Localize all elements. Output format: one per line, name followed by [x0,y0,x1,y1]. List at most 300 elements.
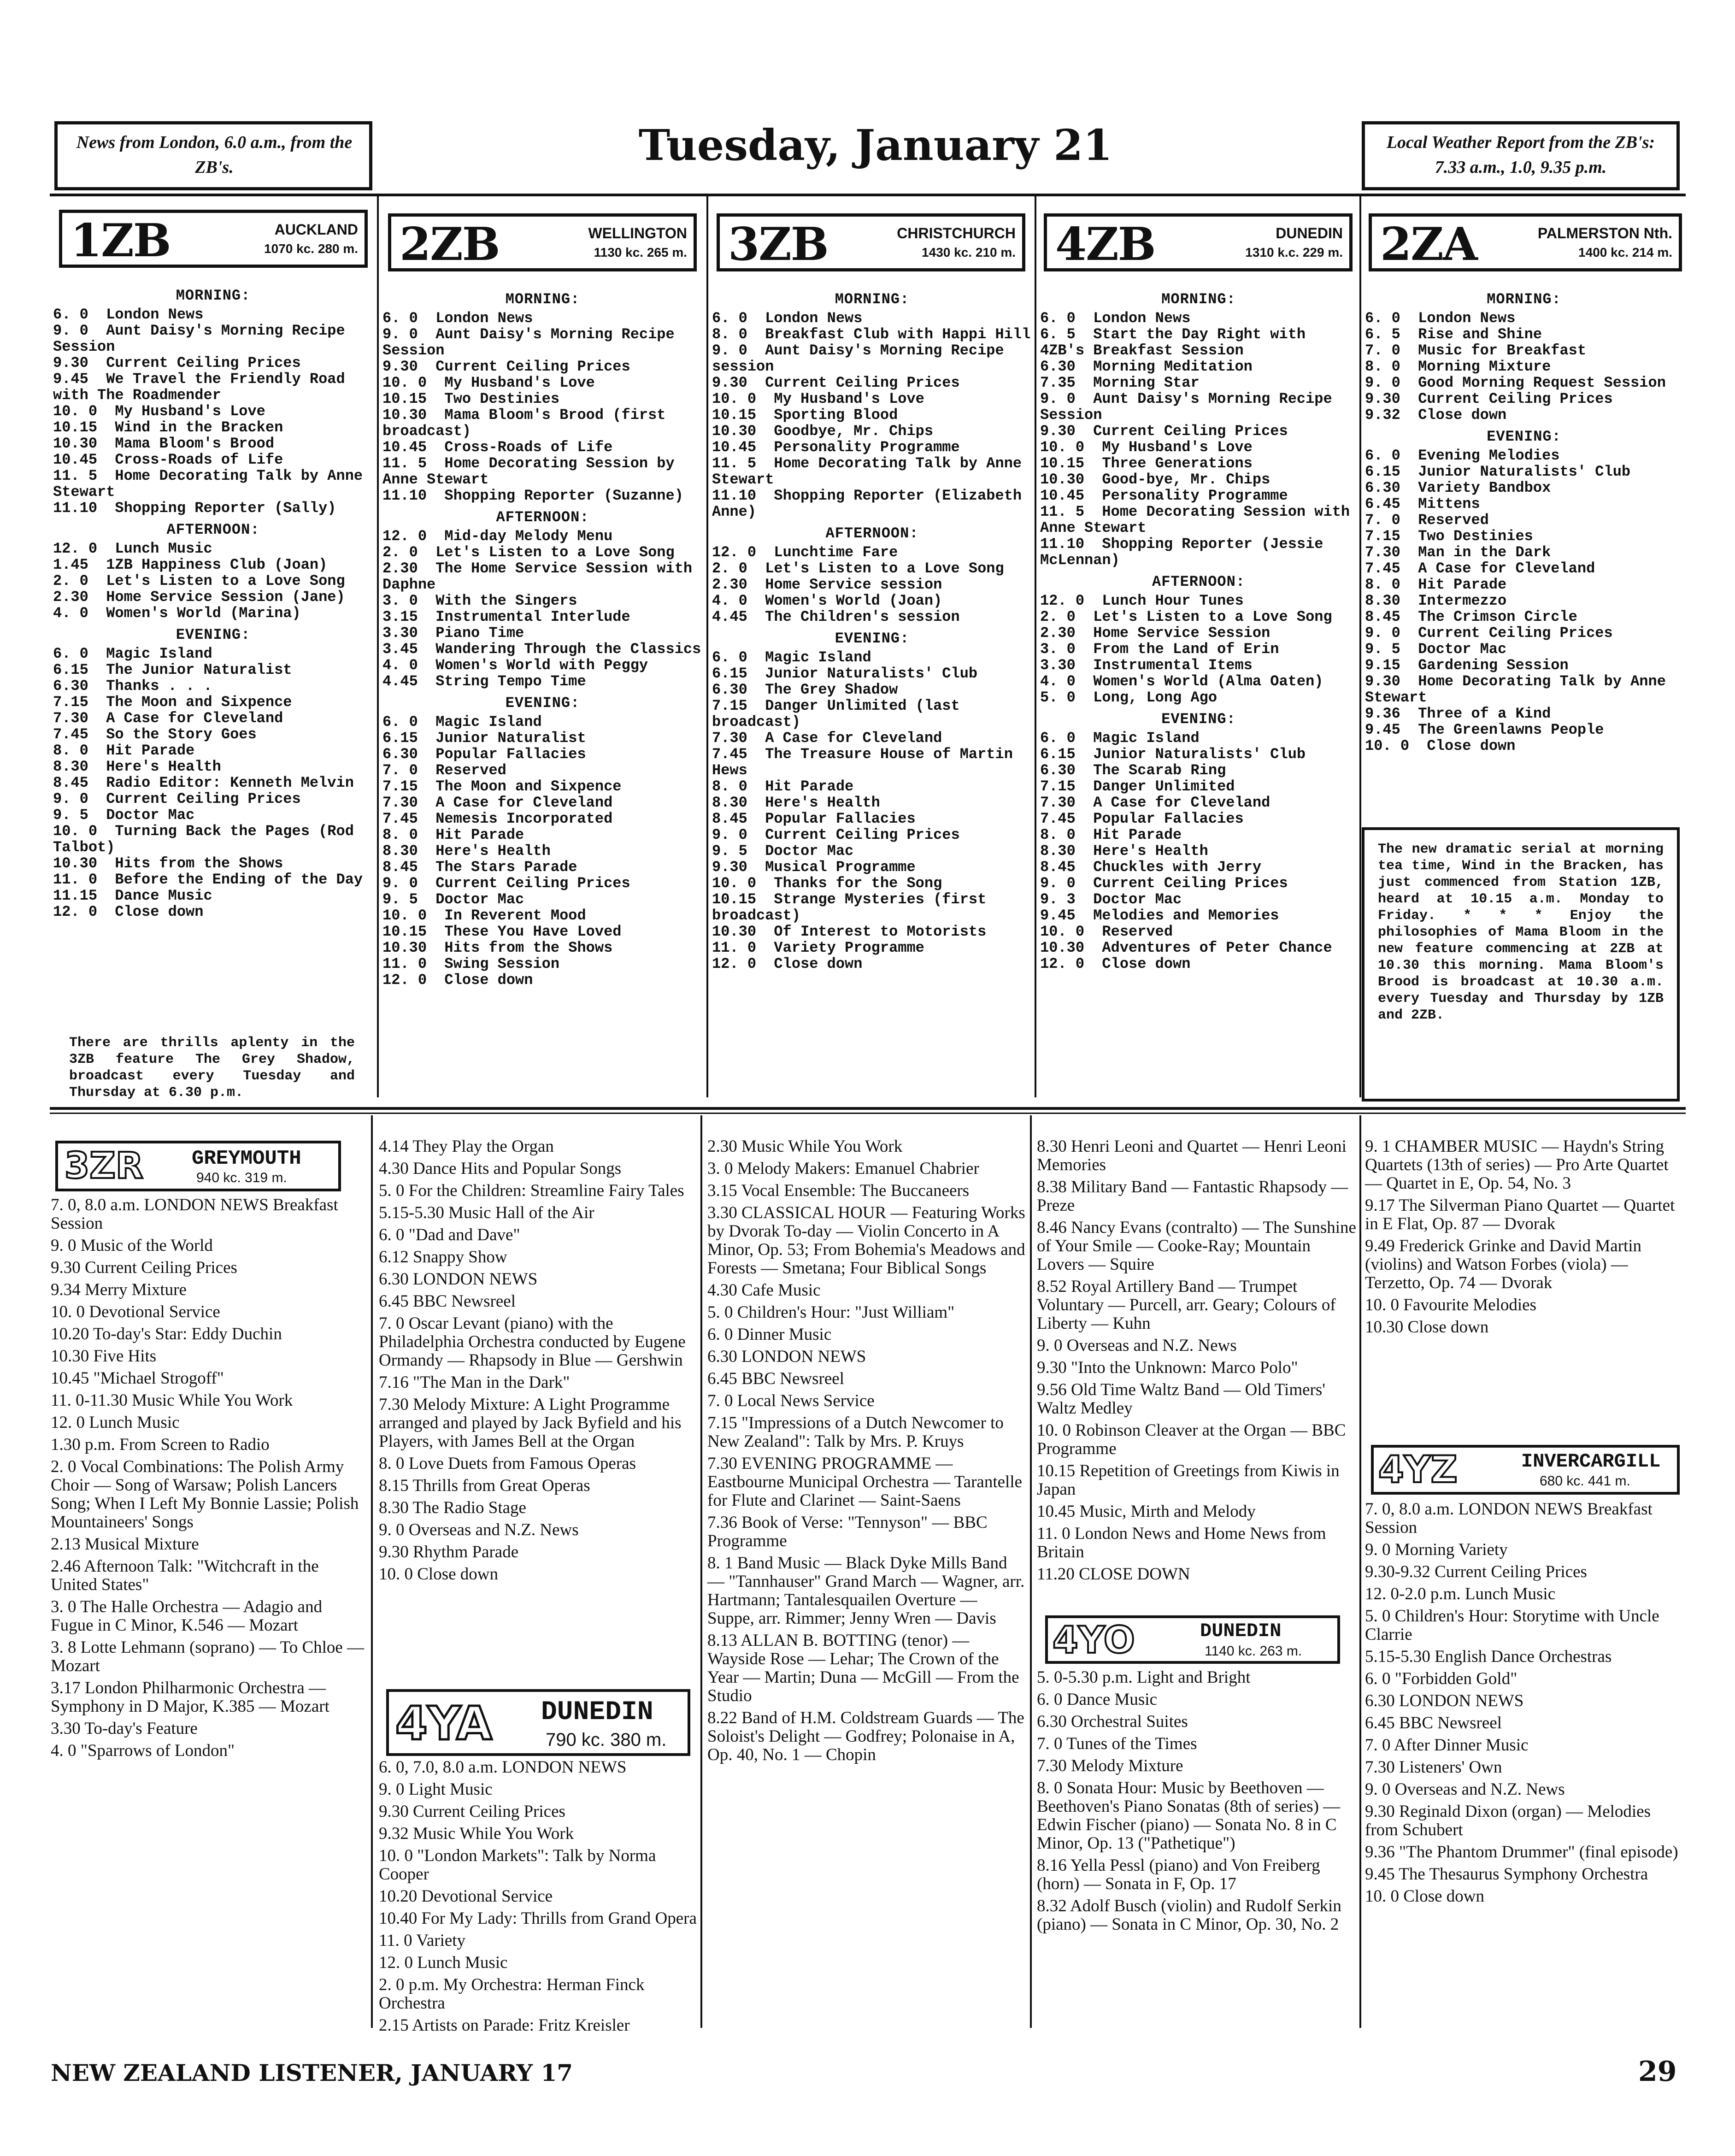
badge-call: 3ZR [65,1145,143,1187]
programme-entry: 8.52 Royal Artillery Band — Trumpet Voluntary — Purcell, arr. Geary; Colours of Liberty — Kuhn [1037,1277,1336,1333]
programme-entry: 9.30 Reginald Dixon (organ) — Melodies from Schubert [1365,1802,1651,1839]
programme-entry: 5. 0 Children's Hour: "Just William" [707,1303,955,1322]
programme-entry: 12. 0 Lunch Hour Tunes [1040,592,1244,609]
programme-entry: 10.30 Mama Bloom's Brood [53,435,275,452]
programme-entry: 4. 0 "Sparrows of London" [51,1741,235,1760]
programme-entry: 12. 0 Lunch Music [53,540,212,557]
section-rule [50,1107,1686,1110]
programme-entry: 8. 0 Morning Mixture [1365,358,1551,375]
programme-entry: 10.45 Cross-Roads of Life [53,451,283,468]
programme-entry: 9. 0 Overseas and N.Z. News [1037,1336,1237,1355]
station-city: WELLINGTON [588,225,687,242]
programme-entry: 10.30 Good-bye, Mr. Chips [1040,471,1270,488]
schedule-2za [1365,286,1683,820]
programme-entry: 7.45 A Case for Cleveland [1365,560,1595,577]
programme-entry: 9. 3 Doctor Mac [1040,891,1182,908]
programme-entry: 7. 0 Oscar Levant (piano) with the Philadelphia Orchestra conducted by Eugene Ormandy — Rhapsody in Blue — Gershwin [379,1314,686,1370]
programme-entry: 7.35 Morning Star [1040,374,1200,391]
programme-entry: 7.16 "The Man in the Dark" [379,1373,570,1392]
programme-entry: 10. 0 My Husband's Love [382,374,595,391]
station-city: AUCKLAND [274,221,358,238]
programme-entry: 10. 0 Robinson Cleaver at the Organ — BBC Programme [1037,1421,1346,1458]
programme-entry: 7.30 Melody Mixture [1037,1756,1183,1775]
programme-entry: 7.36 Book of Verse: "Tennyson" — BBC Programme [707,1513,988,1550]
programme-entry: 10.30 Adventures of Peter Chance [1040,939,1332,956]
station-city: DUNEDIN [1276,225,1343,242]
programme-entry: 2. 0 Let's Listen to a Love Song [382,544,675,561]
section-heading: MORNING: [505,291,580,308]
programme-entry: 6.30 Thanks . . . [53,677,212,695]
programme-entry: 10. 0 Close down [1365,737,1516,754]
programme-entry: 7. 0 After Dinner Music [1365,1736,1529,1755]
programme-entry: 6. 5 Start the Day Right with 4ZB's Breakfast Session [1040,326,1315,359]
programme-entry: 8. 0 Sonata Hour: Music by Beethoven — Beethoven's Piano Sonatas (8th of series) — Edwin Fischer (piano) — Sonata No. 8 in C Minor, Op. 13 ("Pathetique") [1037,1779,1341,1853]
programme-entry: 8.32 Adolf Busch (violin) and Rudolf Serkin (piano) — Sonata in C Minor, Op. 30, No. 2 [1037,1897,1341,1934]
station-freq: 1310 k.c. 229 m. [1245,245,1343,259]
programme-entry: 6.30 Orchestral Suites [1037,1712,1188,1731]
col-divider [1359,196,1361,1097]
station-freq: 1070 kc. 280 m. [264,242,358,256]
left-header-text: News from London, 6.0 a.m., from the ZB's. [76,133,353,177]
programme-entry: 6. 0 "Dad and Dave" [379,1225,520,1244]
programme-entry: 5. 0 Long, Long Ago [1040,689,1217,706]
programme-entry: 8. 0 Hit Parade [53,742,195,759]
programme-entry: 10.30 Hits from the Shows [53,855,283,872]
footer-publication: NEW ZEALAND LISTENER, JANUARY 17 [51,2059,573,2086]
programme-entry: 9.30 Current Ceiling Prices [1365,390,1613,407]
section-heading: AFTERNOON: [825,525,919,542]
programme-entry: 6.30 The Grey Shadow [712,681,898,698]
programme-entry: 9. 0 Current Ceiling Prices [53,790,301,807]
programme-entry: 8. 0 Breakfast Club with Happi Hill [712,326,1031,343]
programme-entry: 6. 0 London News [1040,310,1191,327]
programme-entry: 3. 0 From the Land of Erin [1040,641,1279,658]
programme-entry: 8.45 Chuckles with Jerry [1040,859,1262,876]
programme-entry: 4. 0 Women's World (Alma Oaten) [1040,673,1323,690]
station-2zb [388,213,697,271]
programme-entry: 11.20 CLOSE DOWN [1037,1565,1190,1584]
programme-entry: 9.30 Current Ceiling Prices [382,358,630,375]
programme-entry: 10. 0 Close down [1365,1887,1484,1906]
programme-entry: 8.16 Yella Pessl (piano) and Von Freiberg (horn) — Sonata in F, Op. 17 [1037,1856,1320,1893]
programme-entry: 10. 0 Close down [379,1565,498,1584]
col-divider [377,196,379,1097]
programme-entry: 6.45 BBC Newsreel [1365,1714,1502,1732]
badge-4yo [1045,1615,1340,1664]
programme-entry: 10.45 Music, Mirth and Melody [1037,1502,1256,1521]
section-heading: AFTERNOON: [496,509,589,526]
schedule-4zb [1040,286,1357,1097]
col-divider [371,1115,373,2028]
schedule-3zr [51,1196,369,2026]
programme-entry: 3.30 CLASSICAL HOUR — Featuring Works by Dvorak To-day — Violin Concerto in A Minor, Op. 53; From Bohemia's Meadows and Forests — Smetana; Four Biblical Songs [707,1203,1025,1278]
programme-entry: 6. 0 London News [712,310,863,327]
schedule-3zb [712,286,1032,1097]
section-heading: EVENING: [835,630,910,647]
programme-entry: 8.30 Here's Health [382,842,551,860]
programme-entry: 7.15 Two Destinies [1365,528,1533,545]
programme-entry: 9. 0 Good Morning Request Session [1365,374,1666,391]
programme-entry: 2.30 Home Service session [712,576,942,593]
programme-entry: 8. 1 Band Music — Black Dyke Mills Band — "Tannhauser" Grand March — Wagner, arr. Hartmann; Tantalesquailen Overture — Suppe, arr. Rimmer; Jenny Wren — Davis [707,1554,1025,1628]
programme-entry: 10.30 Goodbye, Mr. Chips [712,423,934,440]
programme-entry: 10.20 To-day's Star: Eddy Duchin [51,1325,282,1343]
programme-entry: 11. 5 Home Decorating Session by Anne Stewart [382,455,683,488]
programme-entry: 8. 0 Hit Parade [1365,576,1507,593]
programme-entry: 11. 0 Variety Programme [712,939,924,956]
programme-entry: 10.15 Two Destinies [382,390,560,407]
programme-entry: 10.15 Sporting Blood [712,406,898,424]
programme-entry: 11. 5 Home Decorating Talk by Anne Stewart [53,467,372,501]
programme-entry: 7.15 Danger Unlimited (last broadcast) [712,697,969,730]
programme-entry: 9.36 "The Phantom Drummer" (final episode) [1365,1843,1678,1861]
badge-freq: 680 kc. 441 m. [1540,1473,1630,1489]
section-heading: EVENING: [1161,711,1236,728]
programme-entry: 4. 0 Women's World (Joan) [712,592,942,609]
programme-entry: 7.45 So the Story Goes [53,726,257,743]
programme-entry: 10.20 Devotional Service [379,1887,553,1906]
programme-entry: 6.30 The Scarab Ring [1040,762,1226,779]
programme-entry: 7.30 Listeners' Own [1365,1758,1502,1777]
programme-entry: 11.10 Shopping Reporter (Elizabeth Anne) [712,487,1031,520]
badge-freq: 1140 kc. 263 m. [1205,1644,1302,1659]
programme-entry: 8.30 Here's Health [712,794,880,811]
right-header-text: Local Weather Report from the ZB's: 7.33 a.m., 1.0, 9.35 p.m. [1386,133,1655,177]
programme-entry: 6.30 LONDON NEWS [707,1347,866,1366]
programme-entry: 8.45 Radio Editor: Kenneth Melvin [53,774,354,791]
programme-entry: 7. 0 Music for Breakfast [1365,342,1587,359]
col-divider [1030,1115,1032,2028]
programme-entry: 9. 0 Overseas and N.Z. News [1365,1780,1565,1799]
station-2za [1369,213,1682,271]
programme-entry: 5.15-5.30 English Dance Orchestras [1365,1647,1612,1666]
programme-entry: 9.45 Melodies and Memories [1040,907,1279,924]
programme-entry: 7. 0 Local News Service [707,1391,875,1410]
page-number: 29 [1638,2056,1677,2088]
programme-entry: 12. 0 Close down [53,903,204,920]
programme-entry: 3. 0 With the Singers [382,592,577,609]
programme-entry: 2. 0 Let's Listen to a Love Song [53,572,345,589]
programme-entry: 6. 0 Magic Island [712,649,871,666]
programme-entry: 9. 0 Aunt Daisy's Morning Recipe Session [53,322,354,355]
programme-entry: 7.30 Man in the Dark [1365,544,1551,561]
programme-entry: 8. 0 Love Duets from Famous Operas [379,1454,636,1473]
programme-entry: 2.46 Afternoon Talk: "Witchcraft in the United States" [51,1557,319,1594]
programme-entry: 2.15 Artists on Parade: Fritz Kreisler [379,2016,630,2035]
programme-entry: 2. 0 Let's Listen to a Love Song [712,560,1004,577]
programme-entry: 7.30 EVENING PROGRAMME — Eastbourne Municipal Orchestra — Tarantelle for Flute and Clarinet — Saint-Saens [707,1454,1023,1510]
programme-entry: 4. 0 Women's World with Peggy [382,657,648,674]
programme-entry: 6.15 Junior Naturalists' Club [1365,463,1631,480]
programme-entry: 10. 0 Turning Back the Pages (Rod Talbot) [53,823,363,856]
programme-entry: 7.30 A Case for Cleveland [712,730,942,747]
programme-entry: 6.15 The Junior Naturalist [53,661,292,678]
programme-entry: 6. 0 Magic Island [53,645,212,662]
programme-entry: 11. 0 Before the Ending of the Day [53,871,363,888]
programme-entry: 4.14 They Play the Organ [379,1137,554,1156]
programme-entry: 9. 5 Doctor Mac [382,891,524,908]
programme-entry: 6.30 LONDON NEWS [379,1270,538,1289]
programme-entry: 8.45 The Crimson Circle [1365,608,1577,625]
programme-entry: 8.13 ALLAN B. BOTTING (tenor) — Wayside Rose — Lehar; The Crown of the Year — Martin; Duna — McGill — From the Studio [707,1631,1019,1705]
station-call: 3ZB [728,218,828,271]
col-divider [1035,196,1036,1097]
programme-entry: 7.45 Popular Fallacies [1040,810,1244,827]
schedule-4ya-evening [1037,1137,1357,1612]
programme-entry: 9.32 Music While You Work [379,1824,574,1843]
programme-entry: 7. 0, 8.0 a.m. LONDON NEWS Breakfast Session [51,1196,338,1233]
programme-entry: 10. 0 "London Markets": Talk by Norma Cooper [379,1846,656,1884]
programme-entry: 12. 0 Lunch Music [51,1413,180,1432]
programme-entry: 12. 0 Close down [1040,955,1191,972]
programme-entry: 11. 0 London News and Home News from Britain [1037,1524,1326,1561]
section-heading: MORNING: [1161,291,1236,308]
programme-entry: 6. 0 Evening Melodies [1365,447,1560,464]
programme-entry: 7.30 A Case for Cleveland [1040,794,1270,811]
page-title: Tuesday, January 21 [638,120,1113,170]
station-freq: 1430 kc. 210 m. [922,245,1016,259]
programme-entry: 7. 0, 8.0 a.m. LONDON NEWS Breakfast Session [1365,1500,1653,1537]
programme-entry: 7.45 Nemesis Incorporated [382,810,613,827]
programme-entry: 10.15 Strange Mysteries (first broadcast) [712,891,995,924]
badge-city: INVERCARGILL [1521,1450,1661,1473]
programme-entry: 4.45 String Tempo Time [382,673,586,690]
col-divider [1359,1115,1361,2028]
programme-entry: 5.15-5.30 Music Hall of the Air [379,1203,594,1222]
programme-entry: 9.30 Current Ceiling Prices [379,1802,565,1821]
programme-entry: 12. 0 Close down [382,972,533,989]
programme-entry: 10. 0 Devotional Service [51,1302,220,1321]
programme-entry: 8. 0 Hit Parade [382,826,524,843]
badge-city: DUNEDIN [1200,1620,1282,1642]
programme-entry: 1.30 p.m. From Screen to Radio [51,1435,270,1454]
programme-entry: 6. 0, 7.0, 8.0 a.m. LONDON NEWS [379,1758,627,1777]
programme-entry: 11. 0 Swing Session [382,955,560,972]
programme-entry: 3.30 To-day's Feature [51,1719,198,1738]
programme-entry: 9.30 Home Decorating Talk by Anne Stewart [1365,673,1675,706]
programme-entry: 11. 0 Variety [379,1931,466,1950]
programme-entry: 6.45 BBC Newsreel [379,1292,516,1311]
programme-entry: 6.30 Popular Fallacies [382,746,586,763]
programme-entry: 8. 0 Hit Parade [1040,826,1182,843]
programme-entry: 9. 0 Current Ceiling Prices [1365,624,1613,642]
badge-city: GREYMOUTH [192,1147,301,1170]
programme-entry: 10.30 Five Hits [51,1347,157,1366]
programme-entry: 3.45 Wandering Through the Classics [382,641,701,658]
programme-entry: 9.56 Old Time Waltz Band — Old Timers' Waltz Medley [1037,1380,1325,1418]
programme-entry: 2.30 The Home Service Session with Daphne [382,560,701,593]
programme-entry: 7.15 The Moon and Sixpence [53,694,292,711]
programme-entry: 3.17 London Philharmonic Orchestra — Symphony in D Major, K.385 — Mozart [51,1679,329,1716]
station-call: 4ZB [1055,218,1155,271]
programme-entry: 9.30 Musical Programme [712,859,916,876]
programme-entry: 8.15 Thrills from Great Operas [379,1476,590,1495]
schedule-2zb [382,286,703,1097]
section-heading: MORNING: [835,291,910,308]
programme-entry: 9.30 Current Ceiling Prices [712,374,960,391]
programme-entry: 10.30 Mama Bloom's Brood (first broadcast) [382,406,675,440]
programme-entry: 9. 0 Music of the World [51,1236,213,1255]
programme-entry: 10. 0 My Husband's Love [1040,439,1253,456]
programme-entry: 11.10 Shopping Reporter (Jessie McLennan) [1040,536,1332,569]
programme-entry: 10. 0 My Husband's Love [53,403,265,420]
programme-entry: 10. 0 Favourite Melodies [1365,1296,1537,1314]
programme-entry: 6. 5 Rise and Shine [1365,326,1542,343]
programme-entry: 12. 0-2.0 p.m. Lunch Music [1365,1585,1556,1603]
programme-entry: 8.30 Here's Health [53,758,221,775]
station-city: PALMERSTON Nth. [1537,225,1672,242]
programme-entry: 9. 5 Doctor Mac [712,842,854,860]
programme-entry: 5. 0 For the Children: Streamline Fairy Tales [379,1181,684,1200]
programme-entry: 2.30 Home Service Session (Jane) [53,589,345,606]
programme-entry: 6.45 Mittens [1365,495,1480,512]
programme-entry: 6.30 Morning Meditation [1040,358,1253,375]
col-divider [700,1115,702,2028]
programme-entry: 6. 0 London News [53,306,204,323]
programme-entry: 8.45 Popular Fallacies [712,810,916,827]
schedule-1zb [53,282,373,1038]
programme-entry: 6. 0 Dinner Music [707,1325,832,1344]
programme-entry: 10.45 Cross-Roads of Life [382,439,613,456]
programme-entry: 4. 0 Women's World (Marina) [53,605,301,622]
programme-entry: 9.45 The Thesaurus Symphony Orchestra [1365,1865,1648,1884]
station-3zb [717,213,1025,271]
station-freq: 1130 kc. 265 m. [594,245,687,259]
programme-entry: 9. 0 Morning Variety [1365,1540,1508,1559]
programme-entry: 10.45 "Michael Strogoff" [51,1369,224,1388]
programme-entry: 10. 0 My Husband's Love [712,390,924,407]
station-call: 1ZB [71,214,171,267]
programme-entry: 7.15 "Impressions of a Dutch Newcomer to New Zealand": Talk by Mrs. P. Kruys [707,1414,1004,1451]
programme-entry: 6.15 Junior Naturalists' Club [1040,746,1306,763]
programme-entry: 6. 0 "Forbidden Gold" [1365,1669,1517,1688]
programme-entry: 10.45 Personality Programme [712,439,960,456]
section-heading: EVENING: [1487,428,1561,445]
section-heading: EVENING: [176,626,251,643]
programme-entry: 12. 0 Mid-day Melody Menu [382,528,613,545]
section-heading: EVENING: [505,695,580,712]
programme-entry: 2.30 Music While You Work [707,1137,903,1156]
programme-entry: 9. 0 Current Ceiling Prices [382,875,630,892]
station-city: CHRISTCHURCH [897,225,1016,242]
badge-4yz [1371,1445,1680,1495]
programme-entry: 12. 0 Lunch Music [379,1953,508,1972]
programme-entry: 9.36 Three of a Kind [1365,705,1551,722]
badge-call: 4YZ [1378,1448,1458,1491]
programme-entry: 9.30-9.32 Current Ceiling Prices [1365,1562,1587,1581]
programme-entry: 1.45 1ZB Happiness Club (Joan) [53,556,328,573]
badge-3zr [55,1141,341,1191]
programme-entry: 3. 8 Lotte Lehmann (soprano) — To Chloe — Mozart [51,1638,365,1675]
schedule-3zr-cont [379,1137,697,1686]
programme-entry: 6.45 BBC Newsreel [707,1369,844,1388]
programme-entry: 6.30 LONDON NEWS [1365,1691,1524,1710]
programme-entry: 3.30 Instrumental Items [1040,657,1253,674]
programme-entry: 8. 0 Hit Parade [712,778,854,795]
programme-entry: 11.10 Shopping Reporter (Sally) [53,500,336,517]
badge-call: 4YA [395,1697,492,1750]
programme-entry: 3. 0 Melody Makers: Emanuel Chabrier [707,1159,979,1178]
col-divider [706,196,708,1097]
programme-entry: 7.30 A Case for Cleveland [53,710,283,727]
programme-entry: 9.45 The Greenlawns People [1365,721,1604,738]
programme-entry: 9. 0 Aunt Daisy's Morning Recipe session [712,342,1013,375]
programme-entry: 9. 0 Current Ceiling Prices [712,826,960,843]
programme-entry: 9. 0 Overseas and N.Z. News [379,1520,579,1539]
badge-call: 4YO [1053,1619,1135,1661]
programme-entry: 10.15 Wind in the Bracken [53,419,283,436]
programme-entry: 9.30 Current Ceiling Prices [51,1258,237,1277]
badge-freq: 940 kc. 319 m. [196,1170,287,1185]
badge-freq: 790 kc. 380 m. [546,1730,667,1750]
programme-entry: 8.30 The Radio Stage [379,1498,526,1517]
programme-entry: 9.34 Merry Mixture [51,1280,187,1299]
programme-entry: 6.15 Junior Naturalist [382,730,586,747]
station-freq: 1400 kc. 214 m. [1578,245,1672,259]
station-call: 2ZA [1380,218,1477,271]
programme-entry: 8.38 Military Band — Fantastic Rhapsody — Preze [1037,1178,1348,1215]
programme-entry: 4.30 Cafe Music [707,1281,821,1300]
programme-entry: 9.32 Close down [1365,406,1507,424]
programme-entry: 3.30 Piano Time [382,624,524,642]
section-heading: AFTERNOON: [1152,573,1246,590]
programme-entry: 9.30 Rhythm Parade [379,1543,519,1561]
programme-entry: 9.17 The Silverman Piano Quartet — Quartet in E Flat, Op. 87 — Dvorak [1365,1196,1675,1233]
schedule-4yo-cont [1365,1137,1683,1442]
programme-entry: 6. 0 London News [382,310,533,327]
programme-entry: 9. 0 Current Ceiling Prices [1040,875,1288,892]
programme-entry: 11.15 Dance Music [53,887,212,904]
programme-entry: 2. 0 Vocal Combinations: The Polish Army Choir — Song of Warsaw; Polish Lancers Song; When I Left My Bonnie Lassie; Polish Mountaineers' Songs [51,1457,359,1532]
programme-entry: 8.30 Intermezzo [1365,592,1507,609]
programme-entry: 7. 0 Reserved [1365,512,1489,529]
programme-entry: 10.30 Of Interest to Motorists [712,923,987,940]
programme-entry: 8.30 Here's Health [1040,842,1208,860]
header-rule [50,194,1686,196]
badge-city: DUNEDIN [541,1697,653,1727]
schedule-4yo [1037,1668,1357,2030]
programme-entry: 9. 0 Aunt Daisy's Morning Recipe Session [1040,390,1341,424]
programme-entry: 7.30 Melody Mixture: A Light Programme arranged and played by Jack Byfield and his Players, with James Bell at the Organ [379,1395,682,1451]
programme-entry: 7.45 The Treasure House of Martin Hews [712,746,1022,779]
programme-entry: 10. 0 Thanks for the Song [712,875,942,892]
programme-entry: 4.45 The Children's session [712,608,960,625]
programme-entry: 3.15 Vocal Ensemble: The Buccaneers [707,1181,970,1200]
programme-entry: 9. 0 Light Music [379,1780,493,1799]
programme-entry: 7.30 A Case for Cleveland [382,794,613,811]
programme-entry: 11. 5 Home Decorating Session with Anne Stewart [1040,503,1359,536]
programme-entry: 3. 0 The Halle Orchestra — Adagio and Fugue in C Minor, K.546 — Mozart [51,1597,323,1635]
programme-entry: 6. 0 Magic Island [382,713,542,730]
programme-entry: 9.15 Gardening Session [1365,657,1569,674]
programme-entry: 11. 5 Home Decorating Talk by Anne Stewart [712,455,1031,488]
programme-entry: 9. 0 Aunt Daisy's Morning Recipe Session [382,326,683,359]
programme-entry: 9. 5 Doctor Mac [53,807,195,824]
programme-entry: 9.30 Current Ceiling Prices [53,354,301,371]
programme-entry: 10.40 For My Lady: Thrills from Grand Opera [379,1909,697,1928]
station-4zb [1044,213,1353,271]
programme-entry: 5. 0-5.30 p.m. Light and Bright [1037,1668,1251,1687]
programme-entry: 6.30 Variety Bandbox [1365,479,1551,496]
section-heading: AFTERNOON: [166,521,260,538]
notice-serials: The new dramatic serial at morning tea time, Wind in the Bracken, has just commenced from Station 1ZB, heard at 10.15 a.m. Monday to Friday. * * * Enjoy the philosophies of Mama Bloom in the new feature commencing at 2ZB at 10.30 this morning. Mama Bloom's Brood is broadcast at 10.30 a.m. every Tuesday and Thursday by 1ZB and 2ZB. [1378,842,1664,1023]
programme-entry: 2. 0 Let's Listen to a Love Song [1040,608,1332,625]
section-rule-thin [50,1113,1686,1114]
programme-entry: 10.30 Close down [1365,1318,1489,1337]
programme-entry: 2. 0 p.m. My Orchestra: Herman Finck Orchestra [379,1975,645,2013]
programme-entry: 9.30 "Into the Unknown: Marco Polo" [1037,1358,1298,1377]
programme-entry: 9.49 Frederick Grinke and David Martin (violins) and Watson Forbes (viola) — Terzetto, Op. 74 — Dvorak [1365,1237,1642,1292]
